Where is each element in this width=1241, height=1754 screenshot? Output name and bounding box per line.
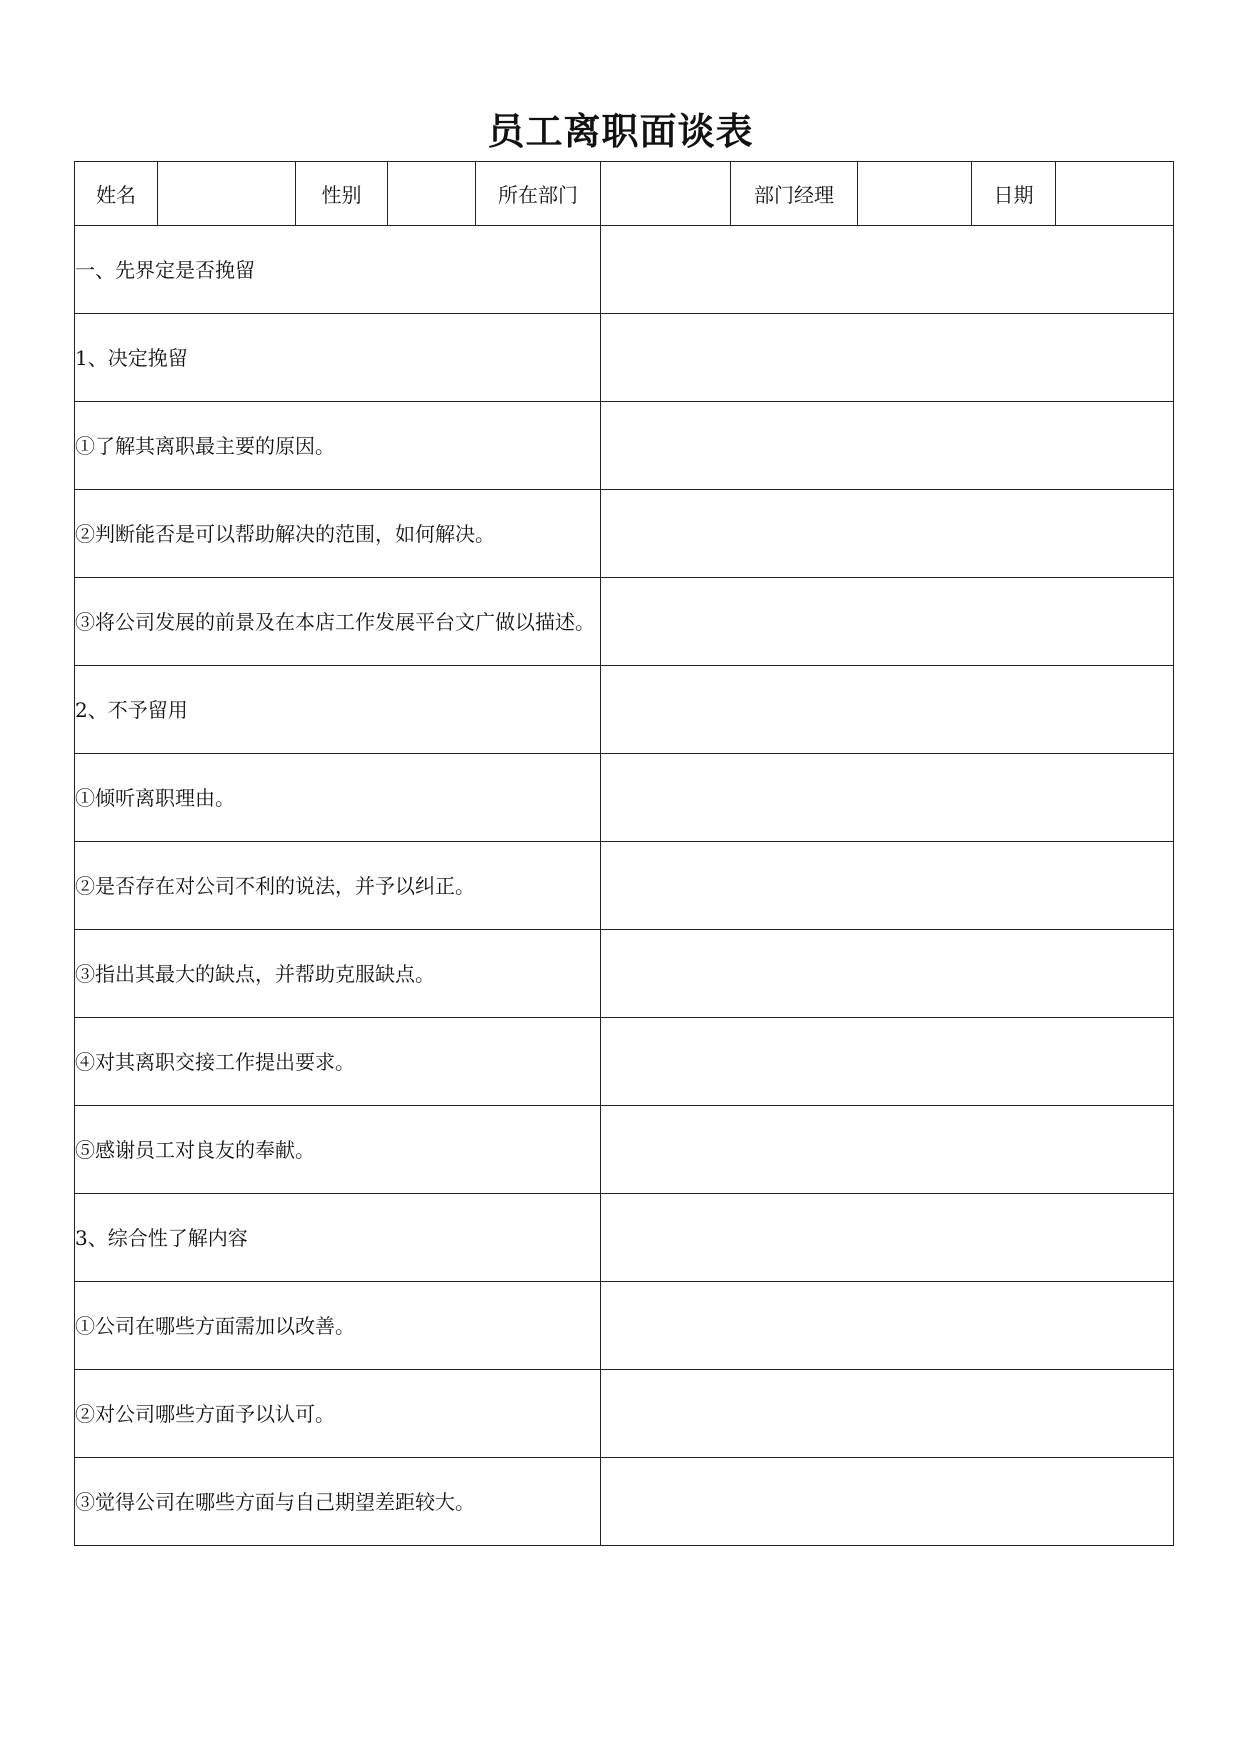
answer-field[interactable] [601, 930, 1174, 1018]
gender-label: 性别 [296, 162, 388, 226]
item-label: 2、不予留用 [75, 666, 601, 754]
table-row [75, 1018, 1174, 1106]
answer-field[interactable] [601, 1282, 1174, 1370]
table-row [75, 754, 1174, 842]
date-label: 日期 [972, 162, 1056, 226]
answer-field[interactable] [601, 402, 1174, 490]
table-row [75, 578, 1174, 666]
manager-field[interactable] [858, 162, 972, 226]
table-row [75, 490, 1174, 578]
table-row [75, 1106, 1174, 1194]
answer-field[interactable] [601, 226, 1174, 314]
table-row [75, 1458, 1174, 1546]
item-label: ③觉得公司在哪些方面与自己期望差距较大。 [75, 1458, 601, 1546]
item-label: ⑤感谢员工对良友的奉献。 [75, 1106, 601, 1194]
item-label: ②是否存在对公司不利的说法，并予以纠正。 [75, 842, 601, 930]
table-row [75, 1194, 1174, 1282]
department-field[interactable] [601, 162, 731, 226]
date-field[interactable] [1056, 162, 1174, 226]
table-row [75, 226, 1174, 314]
answer-field[interactable] [601, 1106, 1174, 1194]
department-label: 所在部门 [476, 162, 601, 226]
table-row [75, 1282, 1174, 1370]
item-label: 3、综合性了解内容 [75, 1194, 601, 1282]
answer-field[interactable] [601, 1194, 1174, 1282]
item-label: 1、决定挽留 [75, 314, 601, 402]
table-row [75, 930, 1174, 1018]
item-label: ③指出其最大的缺点，并帮助克服缺点。 [75, 930, 601, 1018]
name-label: 姓名 [75, 162, 158, 226]
table-row [75, 314, 1174, 402]
exit-interview-table [74, 161, 1174, 1546]
item-label: ①倾听离职理由。 [75, 754, 601, 842]
manager-label: 部门经理 [731, 162, 858, 226]
form-title: 员工离职面谈表 [487, 110, 754, 153]
item-label: ①公司在哪些方面需加以改善。 [75, 1282, 601, 1370]
name-field[interactable] [158, 162, 296, 226]
answer-field[interactable] [601, 1458, 1174, 1546]
item-label: ①了解其离职最主要的原因。 [75, 402, 601, 490]
table-row [75, 666, 1174, 754]
item-label: ③将公司发展的前景及在本店工作发展平台文广做以描述。 [75, 578, 601, 666]
answer-field[interactable] [601, 842, 1174, 930]
table-row [75, 842, 1174, 930]
answer-field[interactable] [601, 490, 1174, 578]
item-label: 一、先界定是否挽留 [75, 226, 601, 314]
item-label: ④对其离职交接工作提出要求。 [75, 1018, 601, 1106]
table-row [75, 1370, 1174, 1458]
item-label: ②对公司哪些方面予以认可。 [75, 1370, 601, 1458]
answer-field[interactable] [601, 754, 1174, 842]
table-row [75, 402, 1174, 490]
answer-field[interactable] [601, 666, 1174, 754]
gender-field[interactable] [388, 162, 476, 226]
answer-field[interactable] [601, 1370, 1174, 1458]
answer-field[interactable] [601, 1018, 1174, 1106]
item-label: ②判断能否是可以帮助解决的范围，如何解决。 [75, 490, 601, 578]
answer-field[interactable] [601, 314, 1174, 402]
answer-field[interactable] [601, 578, 1174, 666]
header-row [75, 162, 1174, 226]
